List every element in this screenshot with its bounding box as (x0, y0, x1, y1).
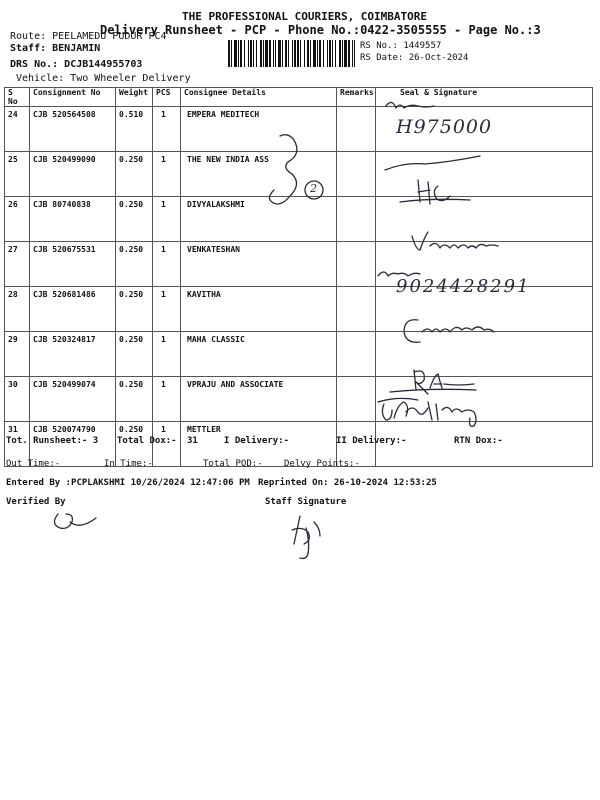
row-remarks (337, 287, 376, 332)
row-consignment-no: CJB 520324817 (30, 332, 116, 377)
drs-number: DRS No.: DCJB144955703 (10, 59, 143, 70)
row-weight: 0.250 (116, 422, 153, 467)
table-row (5, 377, 593, 422)
row-consignment-no: CJB 520499074 (30, 377, 116, 422)
row-seal-signature (376, 377, 593, 422)
row-pcs: 1 (153, 332, 181, 377)
row-consignment-no: CJB 520681486 (30, 287, 116, 332)
table-header-row (5, 88, 593, 107)
row-sno: 29 (5, 332, 30, 377)
entered-by: Entered By :PCPLAKSHMI 10/26/2024 12:47:06 PM (6, 478, 250, 488)
row-remarks (337, 332, 376, 377)
col-header-remarks: Remarks (337, 88, 376, 107)
row-sno: 30 (5, 377, 30, 422)
row-pcs: 1 (153, 152, 181, 197)
row-pcs: 1 (153, 422, 181, 467)
row-weight: 0.250 (116, 152, 153, 197)
row-remarks (337, 197, 376, 242)
in-time: In Time:- (104, 459, 153, 469)
row-consignment-no: CJB 520499090 (30, 152, 116, 197)
row-sno: 28 (5, 287, 30, 332)
row-sno: 31 (5, 422, 30, 467)
row-sno: 24 (5, 107, 30, 152)
vehicle-label: Vehicle: Two Wheeler Delivery (16, 73, 191, 84)
col-header-sno: S No (5, 88, 30, 107)
staff-label: Staff: BENJAMIN (10, 43, 101, 54)
table-row (5, 197, 593, 242)
staff-signature (292, 516, 320, 559)
row-remarks (337, 107, 376, 152)
row-weight: 0.250 (116, 377, 153, 422)
handwritten-note-row-24: H975000 (396, 116, 493, 138)
row-consignment-no: CJB 520675531 (30, 242, 116, 287)
col-header-consignment: Consignment No (30, 88, 116, 107)
rtn-dox: RTN Dox:- (454, 436, 503, 446)
row-remarks (337, 377, 376, 422)
delivery-points: Delvy Points:- (284, 459, 360, 469)
row-weight: 0.250 (116, 197, 153, 242)
total-dox-value: 31 (187, 436, 198, 446)
table-row (5, 152, 593, 197)
total-pod: Total POD:- (203, 459, 263, 469)
table-row (5, 332, 593, 377)
row-consignee: VENKATESHAN (181, 242, 337, 287)
row-consignment-no: CJB 80740838 (30, 197, 116, 242)
out-time: Out Time:- (6, 459, 61, 469)
row-consignee: MAHA CLASSIC (181, 332, 337, 377)
staff-signature-label: Staff Signature (265, 497, 347, 507)
runsheet-title: Delivery Runsheet - PCP - Phone No.:0422-3505555 - Page No.:3 (100, 23, 541, 37)
rs-date: RS Date: 26-Oct-2024 (360, 53, 469, 63)
row-weight: 0.250 (116, 332, 153, 377)
handwritten-phone-row-28: 9024428291 (396, 276, 531, 297)
row-sno: 25 (5, 152, 30, 197)
total-runsheet: Tot. Runsheet:- 3 (6, 436, 99, 446)
reprinted-on: Reprinted On: 26-10-2024 12:53:25 (258, 478, 437, 488)
circled-number: 2 (310, 182, 317, 195)
company-name: THE PROFESSIONAL COURIERS, COIMBATORE (182, 10, 428, 23)
col-header-seal-signature: Seal & Signature (376, 88, 593, 107)
verified-by-label: Verified By (6, 497, 66, 507)
row-pcs: 1 (153, 242, 181, 287)
row-remarks (337, 242, 376, 287)
row-consignee: THE NEW INDIA ASS (181, 152, 337, 197)
col-header-consignee: Consignee Details (181, 88, 337, 107)
i-delivery: I Delivery:- (224, 436, 290, 446)
row-consignee: EMPERA MEDITECH (181, 107, 337, 152)
row-weight: 0.250 (116, 242, 153, 287)
verifier-signature (54, 514, 96, 528)
row-pcs: 1 (153, 287, 181, 332)
col-header-weight: Weight (116, 88, 153, 107)
table-row (5, 107, 593, 152)
col-header-pcs: PCS (153, 88, 181, 107)
row-consignee: DIVYALAKSHMI (181, 197, 337, 242)
barcode (228, 40, 356, 67)
row-seal-signature (376, 332, 593, 377)
row-pcs: 1 (153, 107, 181, 152)
row-consignee: VPRAJU AND ASSOCIATE (181, 377, 337, 422)
row-seal-signature (376, 197, 593, 242)
row-consignee: KAVITHA (181, 287, 337, 332)
row-weight: 0.250 (116, 287, 153, 332)
row-sno: 27 (5, 242, 30, 287)
row-consignment-no: CJB 520564508 (30, 107, 116, 152)
ii-delivery: II Delivery:- (336, 436, 407, 446)
row-consignment-no: CJB 520074790 (30, 422, 116, 467)
row-sno: 26 (5, 197, 30, 242)
total-dox-label: Total Dox:- (117, 436, 177, 446)
row-pcs: 1 (153, 197, 181, 242)
row-pcs: 1 (153, 377, 181, 422)
row-consignee: METTLER (181, 422, 337, 467)
rs-number: RS No.: 1449557 (360, 41, 442, 51)
row-seal-signature (376, 152, 593, 197)
route-label: Route: PEELAMEDU PUDUR PC4 (10, 31, 167, 42)
row-remarks (337, 152, 376, 197)
row-weight: 0.510 (116, 107, 153, 152)
